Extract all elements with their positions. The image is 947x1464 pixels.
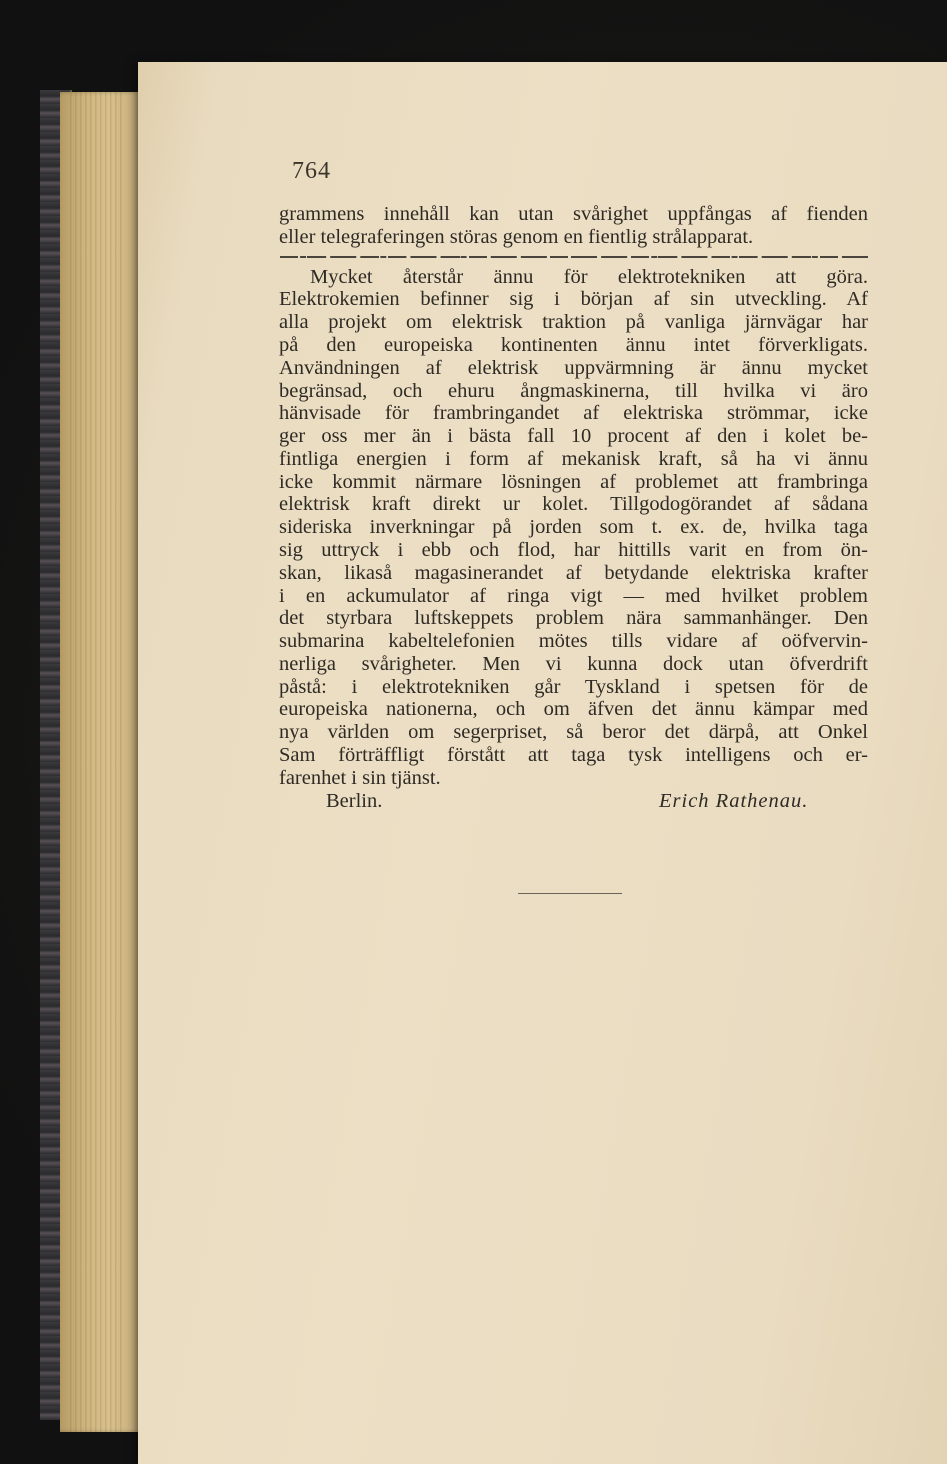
text-line: eller telegraferingen störas genom en fientlig strålapparat. <box>279 226 754 248</box>
page-edges <box>60 92 140 1432</box>
text-line: i en ackumulator af ringa vigt — med hvilket problem <box>279 585 868 607</box>
text-line: skan, likaså magasinerandet af betydande elektriska krafter <box>279 562 868 584</box>
end-rule <box>518 893 622 894</box>
text-line: sig uttryck i ebb och flod, har hittills varit en from ön- <box>279 539 868 561</box>
text-line: Elektrokemien befinner sig i början af sin utveckling. Af <box>279 288 868 310</box>
text-line: farenhet i sin tjänst. <box>279 767 441 789</box>
text-line: ger oss mer än i bästa fall 10 procent af den i kolet be- <box>279 425 868 447</box>
text-line: hänvisade för frambringandet af elektriska strömmar, icke <box>279 402 868 424</box>
text-line: submarina kabeltelefonien mötes tills vidare af oöfvervin- <box>279 630 868 652</box>
author-signature: Erich Rathenau. <box>659 790 809 812</box>
page-number: 764 <box>292 158 331 184</box>
text-line: alla projekt om elektrisk traktion på vanliga järnvägar har <box>279 311 868 333</box>
place-name: Berlin. <box>326 790 383 812</box>
text-line: europeiska nationerna, och om äfven det ännu kämpar med <box>279 698 868 720</box>
section-separator <box>280 256 868 258</box>
text-line: nya världen om segerpriset, så beror det därpå, att Onkel <box>279 721 868 743</box>
text-line: påstå: i elektrotekniken går Tyskland i spetsen för de <box>279 676 868 698</box>
text-line: på den europeiska kontinenten ännu intet förverkligats. <box>279 334 868 356</box>
text-line: Användningen af elektrisk uppvärmning är ännu mycket <box>279 357 868 379</box>
text-line: det styrbara luftskeppets problem nära sammanhänger. Den <box>279 607 868 629</box>
text-line: Sam förträffligt förstått att taga tysk intelligens och er- <box>279 744 868 766</box>
text-line: Mycket återstår ännu för elektrotekniken att göra. <box>310 266 868 288</box>
text-line: begränsad, och ehuru ångmaskinerna, till hvilka vi äro <box>279 380 868 402</box>
text-line: icke kommit närmare lösningen af problemet att frambringa <box>279 471 868 493</box>
text-line: fintliga energien i form af mekanisk kraft, så ha vi ännu <box>279 448 868 470</box>
text-line: nerliga svårigheter. Men vi kunna dock utan öfverdrift <box>279 653 868 675</box>
text-line: elektrisk kraft direkt ur kolet. Tillgodogörandet af sådana <box>279 493 868 515</box>
text-line: sideriska inverkningar på jorden som t. ex. de, hvilka taga <box>279 516 868 538</box>
text-line: grammens innehåll kan utan svårighet uppfångas af fienden <box>279 203 868 225</box>
